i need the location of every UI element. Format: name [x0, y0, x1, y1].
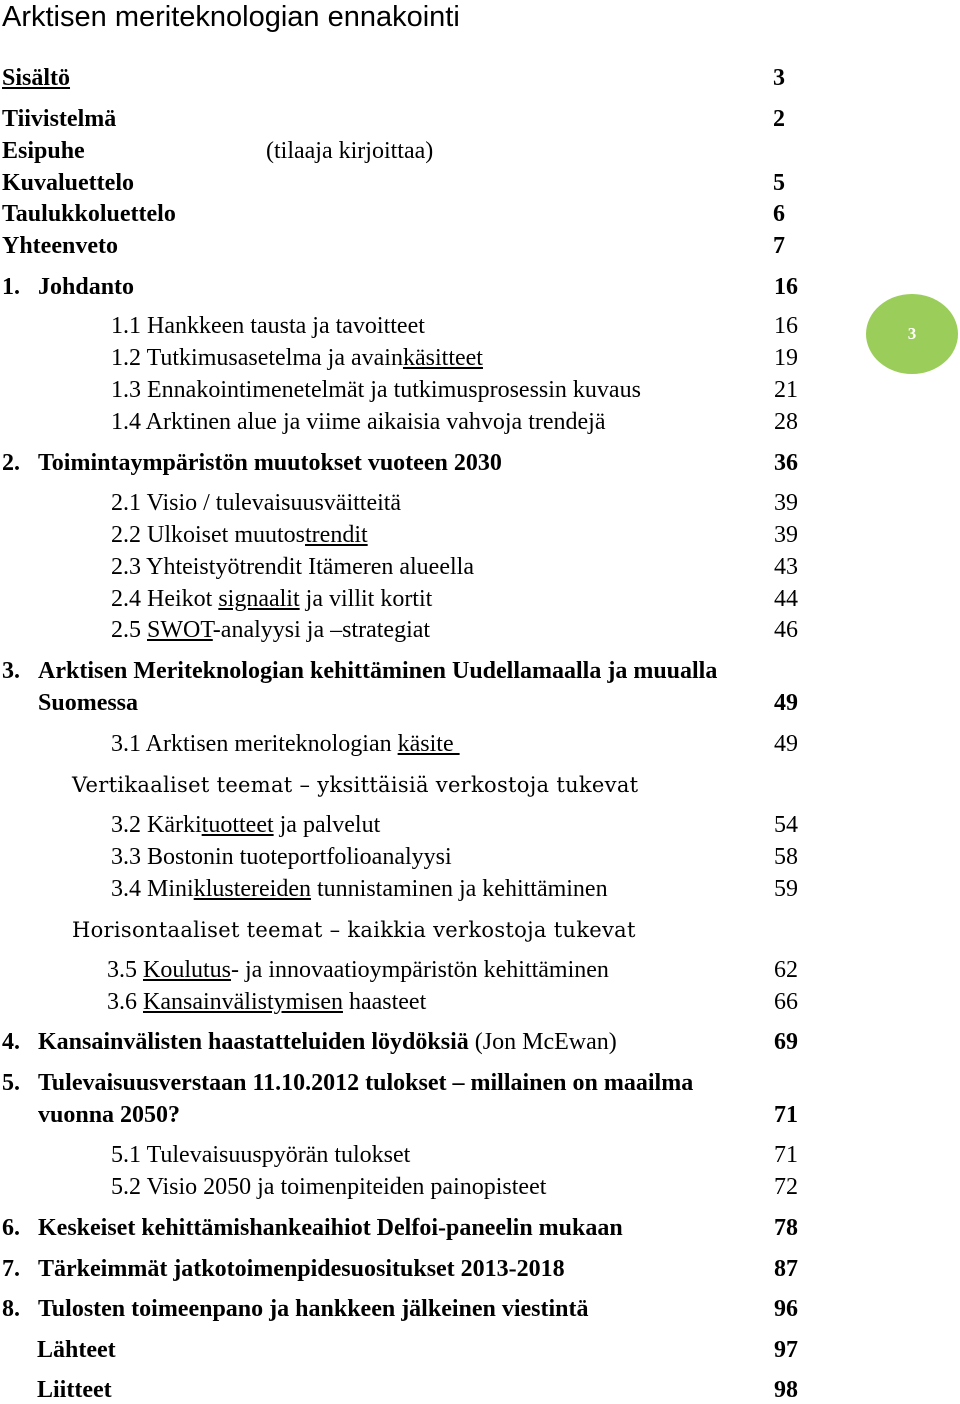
- toc-label: 1.4 Arktinen alue ja viime aikaisia vahvoja trendejä: [111, 409, 606, 435]
- toc-label-rest: tunnistaminen ja kehittäminen: [310, 876, 608, 902]
- toc-link[interactable]: signaalit: [218, 586, 300, 612]
- toc-entry-yhteenveto[interactable]: [2, 232, 785, 260]
- toc-entry-2-3[interactable]: [111, 553, 798, 581]
- toc-page: 96: [774, 1296, 798, 1322]
- toc-number: 5.: [2, 1070, 20, 1096]
- toc-link[interactable]: SWOT: [147, 617, 213, 643]
- toc-page: 21: [774, 377, 798, 403]
- toc-page: 71: [774, 1142, 798, 1168]
- toc-entry-section-8[interactable]: [2, 1295, 798, 1323]
- toc-label: 5.2 Visio 2050 ja toimenpiteiden painopisteet: [111, 1174, 547, 1200]
- toc-group-vertical-themes: [72, 771, 638, 799]
- toc-entry-sisalto[interactable]: [2, 64, 785, 92]
- toc-number: 1.: [2, 274, 20, 300]
- toc-label: 3.1 Arktisen meriteknologian: [111, 731, 398, 757]
- toc-entry-lahteet[interactable]: [37, 1336, 798, 1364]
- toc-page: 49: [774, 690, 798, 716]
- toc-page: 49: [774, 731, 798, 757]
- toc-label: Esipuhe: [2, 138, 85, 164]
- toc-page: 46: [774, 617, 798, 643]
- toc-entry-taulukkoluettelo[interactable]: [2, 200, 785, 228]
- toc-label: 2.5: [111, 617, 147, 643]
- toc-number: 3.: [2, 658, 20, 684]
- toc-page: 16: [774, 313, 798, 339]
- toc-group-label: Horisontaaliset teemat – kaikkia verkostoja tukevat: [72, 918, 636, 942]
- toc-label: 5.1 Tulevaisuuspyörän tulokset: [111, 1142, 411, 1168]
- toc-label[interactable]: Sisältö: [2, 65, 71, 91]
- toc-label: Tärkeimmät jatkotoimenpidesuositukset 2013-2018: [38, 1256, 565, 1282]
- toc-label: [38, 1028, 617, 1056]
- toc-label-line2: Suomessa: [38, 690, 139, 716]
- toc-number: 8.: [2, 1296, 20, 1322]
- toc-entry-esipuhe[interactable]: [2, 137, 785, 165]
- toc-label: Liitteet: [37, 1377, 112, 1403]
- toc-label: Keskeiset kehittämishankeaihiot Delfoi-paneelin mukaan: [38, 1215, 623, 1241]
- toc-entry-3-4[interactable]: [111, 875, 798, 903]
- toc-page: 3: [773, 65, 785, 91]
- toc-label: Yhteenveto: [2, 233, 118, 259]
- toc-entry-section-7[interactable]: [2, 1255, 798, 1283]
- toc-entry-section-1[interactable]: [2, 273, 798, 301]
- toc-page: 44: [774, 586, 798, 612]
- toc-group-horizontal-themes: [72, 916, 636, 944]
- toc-entry-2-5[interactable]: [111, 616, 798, 644]
- toc-label-rest: haasteet: [342, 989, 427, 1015]
- toc-entry-2-1[interactable]: [111, 489, 798, 517]
- toc-label: 1.2 Tutkimusasetelma ja avain: [111, 345, 403, 371]
- toc-label: 2.4 Heikot: [111, 586, 219, 612]
- toc-label: 2.3 Yhteistyötrendit Itämeren alueella: [111, 554, 474, 580]
- toc-label: 3.5: [107, 957, 143, 983]
- toc-page: 66: [774, 989, 798, 1015]
- toc-link[interactable]: klustereiden: [193, 876, 311, 902]
- toc-page: 72: [774, 1174, 798, 1200]
- toc-page: 54: [774, 812, 798, 838]
- toc-entry-kuvaluettelo[interactable]: [2, 169, 785, 197]
- toc-entry-3-2[interactable]: [111, 811, 798, 839]
- toc-entry-liitteet[interactable]: [37, 1376, 798, 1404]
- toc-entry-section-5[interactable]: [2, 1069, 798, 1129]
- toc-label-text: Kansainvälisten haastatteluiden löydöksiä: [38, 1029, 469, 1055]
- toc-page: 39: [774, 490, 798, 516]
- toc-label: 1.3 Ennakointimenetelmät ja tutkimusprosessin kuvaus: [111, 377, 641, 403]
- toc-entry-3-6[interactable]: [107, 988, 798, 1016]
- toc-page: 28: [774, 409, 798, 435]
- toc-label: Toimintaympäristön muutokset vuoteen 2030: [38, 450, 502, 476]
- toc-link[interactable]: Kansainvälistymisen: [143, 989, 343, 1015]
- toc-label: 2.2 Ulkoiset muutos: [111, 522, 306, 548]
- toc-page: 36: [774, 450, 798, 476]
- toc-label: Lähteet: [37, 1337, 116, 1363]
- toc-page: 2: [773, 106, 785, 132]
- toc-label: 3.3 Bostonin tuoteportfolioanalyysi: [111, 844, 452, 870]
- toc-label: Tulevaisuusverstaan 11.10.2012 tulokset – millainen on maailma: [38, 1070, 694, 1096]
- toc-entry-5-1[interactable]: [111, 1141, 798, 1169]
- toc-entry-section-6[interactable]: [2, 1214, 798, 1242]
- toc-label: Kuvaluettelo: [2, 170, 134, 196]
- toc-label: 3.2 Kärki: [111, 812, 202, 838]
- toc-label: Johdanto: [38, 274, 135, 300]
- toc-label: 3.4 Mini: [111, 876, 194, 902]
- toc-label-rest: ja palvelut: [273, 812, 381, 838]
- toc-entry-3-1[interactable]: [111, 730, 798, 758]
- document-title: Arktisen meriteknologian ennakointi: [2, 1, 460, 33]
- page-number: 3: [907, 324, 917, 343]
- toc-entry-2-4[interactable]: [111, 585, 798, 613]
- toc-page: 19: [774, 345, 798, 371]
- toc-label: Tiivistelmä: [2, 106, 117, 132]
- toc-label: Arktisen Meriteknologian kehittäminen Uudellamaalla ja muualla: [38, 658, 718, 684]
- toc-entry-1-4[interactable]: [111, 408, 798, 436]
- toc-label: Taulukkoluettelo: [2, 201, 176, 227]
- toc-entry-3-5[interactable]: [107, 956, 798, 984]
- toc-page: 43: [774, 554, 798, 580]
- toc-number: 7.: [2, 1256, 20, 1282]
- toc-entry-3-3[interactable]: [111, 843, 798, 871]
- toc-entry-2-2[interactable]: [111, 521, 798, 549]
- toc-link[interactable]: Koulutus: [143, 957, 232, 983]
- toc-page: 16: [774, 274, 798, 300]
- toc-label-rest: ja villit kortit: [299, 586, 433, 612]
- toc-label: Tulosten toimeenpano ja hankkeen jälkeinen viestintä: [38, 1296, 589, 1322]
- toc-note: (tilaaja kirjoittaa): [266, 138, 434, 164]
- toc-number: 4.: [2, 1029, 20, 1055]
- toc-number: 6.: [2, 1215, 20, 1241]
- toc-page: 6: [773, 201, 785, 227]
- toc-page: 5: [773, 170, 785, 196]
- toc-entry-section-4[interactable]: [2, 1028, 798, 1056]
- toc-link[interactable]: käsitteet: [402, 345, 483, 371]
- toc-label: 2.1 Visio / tulevaisuusväitteitä: [111, 490, 402, 516]
- toc-entry-tiivistelma[interactable]: [2, 105, 785, 133]
- toc-entry-1-3[interactable]: [111, 376, 798, 404]
- toc-label-rest: -analyysi ja –strategiat: [212, 617, 431, 643]
- toc-page: 59: [774, 876, 798, 902]
- toc-group-label: Vertikaaliset teemat – yksittäisiä verkostoja tukevat: [72, 773, 639, 797]
- toc-label-rest: - ja innovaatioympäristön kehittäminen: [231, 957, 609, 983]
- toc-page: 39: [774, 522, 798, 548]
- toc-page: 7: [773, 233, 785, 259]
- page-number-badge: [866, 294, 958, 374]
- toc-link[interactable]: käsite: [397, 731, 460, 757]
- toc-page: 69: [774, 1029, 798, 1055]
- toc-page: 98: [774, 1377, 798, 1403]
- toc-link[interactable]: trendit: [305, 522, 368, 548]
- toc-page: 58: [774, 844, 798, 870]
- toc-label: 3.6: [107, 989, 143, 1015]
- toc-page: 78: [774, 1215, 798, 1241]
- toc-page: 87: [774, 1256, 798, 1282]
- toc-link[interactable]: tuotteet: [201, 812, 274, 838]
- toc-page: 71: [774, 1102, 798, 1128]
- toc-label: 1.1 Hankkeen tausta ja tavoitteet: [111, 313, 425, 339]
- toc-entry-section-3[interactable]: [2, 657, 798, 717]
- toc-number: 2.: [2, 450, 20, 476]
- toc-page: 62: [774, 957, 798, 983]
- toc-entry-5-2[interactable]: [111, 1173, 798, 1201]
- toc-entry-1-2[interactable]: [111, 344, 798, 372]
- toc-entry-section-2[interactable]: [2, 449, 798, 477]
- toc-page: 97: [774, 1337, 798, 1363]
- toc-entry-1-1[interactable]: [111, 312, 798, 340]
- toc-label-line2: vuonna 2050?: [38, 1102, 181, 1128]
- toc-note: (Jon McEwan): [474, 1029, 617, 1055]
